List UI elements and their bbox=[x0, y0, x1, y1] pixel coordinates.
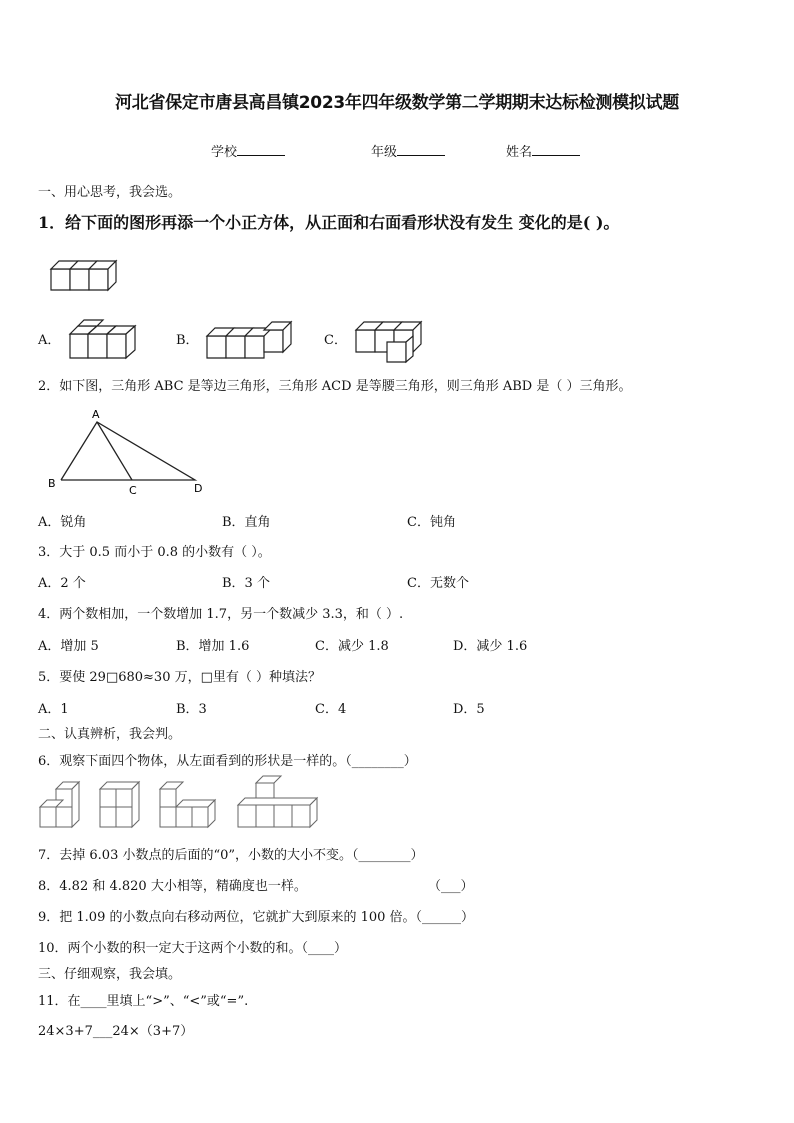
q1-option-a-label[interactable]: A． bbox=[38, 333, 61, 348]
question-11-expression[interactable]: 24×3+7___24×（3+7） bbox=[38, 1024, 194, 1039]
name-field bbox=[506, 141, 580, 160]
q5-option-d[interactable]: D．5 bbox=[453, 702, 485, 717]
section-2-heading: 二、认真辨析，我会判。 bbox=[38, 727, 182, 742]
question-7: 7．去掉 6.03 小数点的后面的“0”，小数的大小不变。（________） bbox=[38, 848, 424, 863]
q1-option-c-label[interactable]: C． bbox=[324, 333, 347, 348]
q6-object-3 bbox=[160, 782, 215, 827]
question-6: 6．观察下面四个物体，从左面看到的形状是一样的。（________） bbox=[38, 754, 417, 769]
q2-option-a[interactable]: A．锐角 bbox=[38, 515, 87, 530]
q2-label-d: D bbox=[194, 482, 203, 495]
page-title: 河北省保定市唐县高昌镇2023年四年级数学第二学期期末达标检测模拟试题 bbox=[115, 93, 679, 113]
q2-triangle-figure bbox=[46, 406, 216, 498]
question-9: 9．把 1.09 的小数点向右移动两位，它就扩大到原来的 100 倍。（______） bbox=[38, 910, 475, 925]
q1-option-b-figure[interactable] bbox=[205, 316, 295, 362]
q2-option-b[interactable]: B．直角 bbox=[222, 515, 271, 530]
question-4: 4．两个数相加，一个数增加 1.7，另一个数减少 3.3，和（ ）. bbox=[38, 607, 404, 622]
question-8-answer-blank[interactable]: （___） bbox=[428, 879, 474, 894]
question-5: 5．要使 29□680≈30 万，□里有（ ）种填法？ bbox=[38, 670, 322, 685]
school-field bbox=[211, 141, 285, 160]
school-blank[interactable] bbox=[237, 143, 285, 156]
q1-option-b-label[interactable]: B． bbox=[176, 333, 199, 348]
q6-object-2 bbox=[100, 782, 139, 827]
name-label: 姓名 bbox=[506, 145, 533, 160]
question-11: 11．在____里填上“>”、“<”或“=”. bbox=[38, 994, 249, 1009]
q4-option-a[interactable]: A．增加 5 bbox=[38, 639, 99, 654]
q2-option-c[interactable]: C．钝角 bbox=[407, 515, 456, 530]
question-2: 2．如下图，三角形 ABC 是等边三角形，三角形 ACD 是等腰三角形，则三角形 ABD 是（ ）三角形。 bbox=[38, 379, 632, 394]
q5-option-a[interactable]: A．1 bbox=[38, 702, 69, 717]
name-blank[interactable] bbox=[532, 143, 580, 156]
q4-option-c[interactable]: C．减少 1.8 bbox=[315, 639, 389, 654]
q6-objects-figure bbox=[38, 775, 328, 831]
question-10: 10．两个小数的积一定大于这两个小数的和。（____） bbox=[38, 941, 348, 956]
section-3-heading: 三、仔细观察，我会填。 bbox=[38, 967, 182, 982]
q4-option-d[interactable]: D．减少 1.6 bbox=[453, 639, 528, 654]
q1-base-figure bbox=[48, 255, 128, 297]
q5-option-c[interactable]: C．4 bbox=[315, 702, 347, 717]
school-label: 学校 bbox=[211, 145, 238, 160]
q3-option-c[interactable]: C．无数个 bbox=[407, 576, 469, 591]
q1-option-c-figure[interactable] bbox=[354, 316, 434, 362]
q6-object-4 bbox=[238, 776, 317, 827]
question-1: 1．给下面的图形再添一个小正方体，从正面和右面看形状没有发生 变化的是( )。 bbox=[38, 213, 620, 232]
q3-option-a[interactable]: A．2 个 bbox=[38, 576, 86, 591]
q2-label-c: C bbox=[129, 484, 137, 497]
question-8: 8．4.82 和 4.820 大小相等，精确度也一样。 bbox=[38, 879, 307, 894]
q3-option-b[interactable]: B．3 个 bbox=[222, 576, 270, 591]
grade-label: 年级 bbox=[371, 145, 398, 160]
section-1-heading: 一、用心思考，我会选。 bbox=[38, 185, 182, 200]
grade-blank[interactable] bbox=[397, 143, 445, 156]
q5-option-b[interactable]: B．3 bbox=[176, 702, 207, 717]
question-3: 3．大于 0.5 而小于 0.8 的小数有（ ）。 bbox=[38, 545, 271, 560]
grade-field bbox=[371, 141, 445, 160]
q4-option-b[interactable]: B．增加 1.6 bbox=[176, 639, 250, 654]
q2-label-a: A bbox=[92, 408, 100, 421]
q6-object-1 bbox=[40, 782, 79, 827]
q2-label-b: B bbox=[48, 477, 56, 490]
q1-base-cube-3 bbox=[89, 261, 116, 290]
q1-option-a-figure[interactable] bbox=[68, 322, 148, 362]
